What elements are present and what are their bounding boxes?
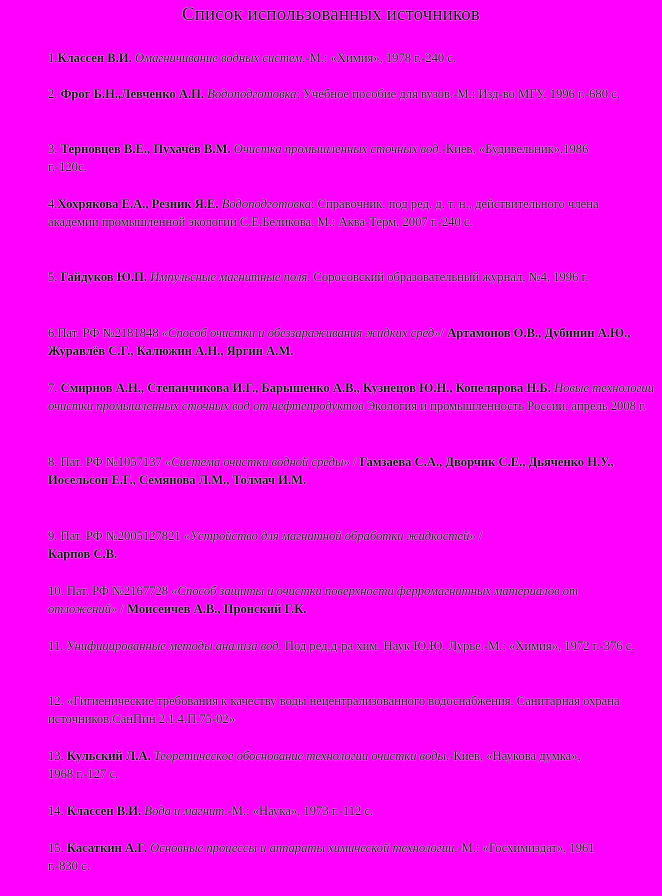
reference-title: Унифицированные методы анализа вод bbox=[66, 639, 279, 653]
reference-author: Фрог Б.Н.,Левченко А.П. bbox=[60, 87, 205, 101]
reference-item-2: 2. Фрог Б.Н.,Левченко А.П. Водоподготовка: Учебное пособие для вузов.-М.: Изд-во МГУ, 1996 г.-680 с. bbox=[48, 87, 620, 101]
reference-item-3: 3. Терновцев В.Е., Пухачёв В.М. Очистка промышленных сточных вод.-Киев, «Будивельник»,1986 г.-120с. bbox=[48, 142, 589, 174]
reference-item-11: 11. Унифицированные методы анализа вод. Под ред.д-ра хим. Наук Ю.Ю. Лурье.-М.: «Химия», 1972 г.-376 с. bbox=[48, 639, 635, 653]
reference-item-9: 9. Пат. РФ №2005127821 «Устройство для магнитной обработки жидкостей» /Карпов С.В. bbox=[48, 529, 483, 561]
reference-details: .-Киев, «Наукова думка», 1968 г.-127 с. bbox=[48, 749, 581, 781]
reference-item-4: 4.Хохрякова Е.А., Резник Я.Е. Водоподготовка: Справочник. под ред. д. т. н., действительного члена академии промышленной экологии С.Е.Беликова. М.: Аква-Терм, 2007 г.-240 с. bbox=[48, 197, 599, 229]
reference-author: Хохрякова Е.А., Резник Я.Е. bbox=[57, 197, 219, 211]
reference-item-12: 12. «Гигиенические требования к качеству воды нецентрализованного водоснабжения. Санитарная охрана источников.СанПин 2.1.4.П.75-02» bbox=[48, 694, 620, 726]
reference-item-6: 6.Пат. РФ №2181848 «Способ очистки и обеззараживания жидких сред»/ Артамонов О.В., Дубинин А.Ю., Журавлёв С.Г., Калюжин А.Н., Яргин А.М. bbox=[48, 326, 631, 358]
reference-author: Карпов С.В. bbox=[48, 546, 118, 561]
reference-item-13: 13. Кульский Л.А. Теоретическое обоснование технологии очистки воды.-Киев, «Наукова думка», 1968 г.-127 с. bbox=[48, 749, 581, 781]
reference-details: .-Киев, «Будивельник»,1986 г.-120с. bbox=[48, 142, 589, 174]
reference-details: : Справочник. под ред. д. т. н., действительного члена академии промышленной экологии С.Е.Беликова. М.: Аква-Терм, 2007 г.-240 с. bbox=[48, 197, 599, 229]
reference-details: .-М.: «Наука», 1973 г.-112 с. bbox=[224, 804, 374, 818]
reference-title: Основные процессы и аппараты химической технологии bbox=[150, 841, 455, 855]
page-title-text: Список использованных источников bbox=[182, 4, 480, 25]
reference-details: . Соросовский образовательный журнал, №4, 1996 г. bbox=[307, 270, 589, 284]
reference-author: Гайдуков Ю.П. bbox=[60, 270, 148, 284]
reference-item-1: 1.Классен В.И. Омагничивание водных систем.-М.: «Химия», 1978 г.-240 с. bbox=[48, 51, 457, 65]
reference-author: Классен В.И. bbox=[57, 51, 132, 65]
reference-details: : Учебное пособие для вузов.-М.: Изд-во МГУ, 1996 г.-680 с. bbox=[296, 87, 620, 101]
reference-title: Новые технологии очистки промышленных сточных вод от нефтепродуктов bbox=[48, 381, 654, 413]
reference-author: Кульский Л.А. bbox=[66, 749, 151, 763]
reference-title: «Система очистки водной среды» bbox=[164, 455, 350, 469]
reference-item-5: 5. Гайдуков Ю.П. Импульсные магнитные поля. Соросовский образовательный журнал, №4, 1996 г. bbox=[48, 270, 589, 284]
reference-item-14: 14. Классен В.И. Вода и магнит.-М.: «Наука», 1973 г.-112 с. bbox=[48, 804, 374, 818]
reference-title: Омагничивание водных систем bbox=[134, 51, 303, 65]
reference-title: Водоподготовка bbox=[221, 197, 311, 211]
reference-author: Касаткин А.Г. bbox=[66, 841, 147, 855]
reference-author: Артамонов О.В., Дубинин А.Ю., Журавлёв С.Г., Калюжин А.Н., Яргин А.М. bbox=[48, 326, 631, 358]
reference-title: Водоподготовка bbox=[207, 87, 297, 101]
reference-title: Вода и магнит bbox=[144, 804, 225, 818]
reference-details: Экология и промышленность России, апрель 2008 г. bbox=[363, 398, 646, 413]
reference-title: «Способ очистки и обеззараживания жидких сред» bbox=[161, 326, 441, 340]
reference-item-15: 15. Касаткин А.Г. Основные процессы и аппараты химической технологии.-М.: «Госхимиздат», 1961 г.-830 с. bbox=[48, 841, 595, 873]
reference-item-7: 7. Смирнов А.Н., Степанчикова И.Г., Барышенко А.В., Кузнецов Ю.Н., Копелярова Н.Б. Новые технологии очистки промышленных сточных вод от нефтепродуктов Экология и промышленность России, апрель 2008 г. bbox=[48, 381, 654, 413]
reference-author: Смирнов А.Н., Степанчикова И.Г., Барышенко А.В., Кузнецов Ю.Н., Копелярова Н.Б. bbox=[60, 381, 551, 395]
reference-details: .-М.: «Госхимиздат», 1961 г.-830 с. bbox=[48, 841, 595, 873]
reference-author: Моисеичев А.В., Пронский Г.К. bbox=[127, 601, 307, 616]
reference-details: «Гигиенические требования к качеству воды нецентрализованного водоснабжения. Санитарная охрана источников.СанПин 2.1.4.П.75-02» bbox=[48, 694, 620, 726]
reference-item-8: 8. Пат. РФ №1057137 «Система очистки водной среды» / Гамзаева С.А., Дворчик С.Е., Дьяченко Н.У., Иосельсон Е.Г., Семянова Л.М., Толмач И.М. bbox=[48, 455, 614, 487]
page-title bbox=[0, 4, 662, 26]
reference-title: «Устройство для магнитной обработки жидкостей» bbox=[183, 529, 476, 543]
reference-title: Очистка промышленных сточных вод bbox=[233, 142, 439, 156]
reference-title: «Способ защиты и очистки поверхности ферромагнитных материалов от отложений» bbox=[48, 584, 579, 616]
reference-details: . Под ред.д-ра хим. Наук Ю.Ю. Лурье.-М.: «Химия», 1972 г.-376 с. bbox=[278, 639, 635, 653]
reference-author: Классен В.И. bbox=[66, 804, 142, 818]
reference-title: Импульсные магнитные поля bbox=[150, 270, 308, 284]
reference-item-10: 10. Пат. РФ №2167728 «Способ защиты и очистки поверхности ферромагнитных материалов от отложений» / Моисеичев А.В., Пронский Г.К. bbox=[48, 584, 579, 616]
reference-title: Теоретическое обоснование технологии очистки воды bbox=[153, 749, 446, 763]
reference-author: Гамзаева С.А., Дворчик С.Е., Дьяченко Н.У., Иосельсон Е.Г., Семянова Л.М., Толмач И.М. bbox=[48, 455, 614, 487]
reference-details: .-М.: «Химия», 1978 г.-240 с. bbox=[302, 51, 457, 65]
reference-author: Терновцев В.Е., Пухачёв В.М. bbox=[60, 142, 231, 156]
